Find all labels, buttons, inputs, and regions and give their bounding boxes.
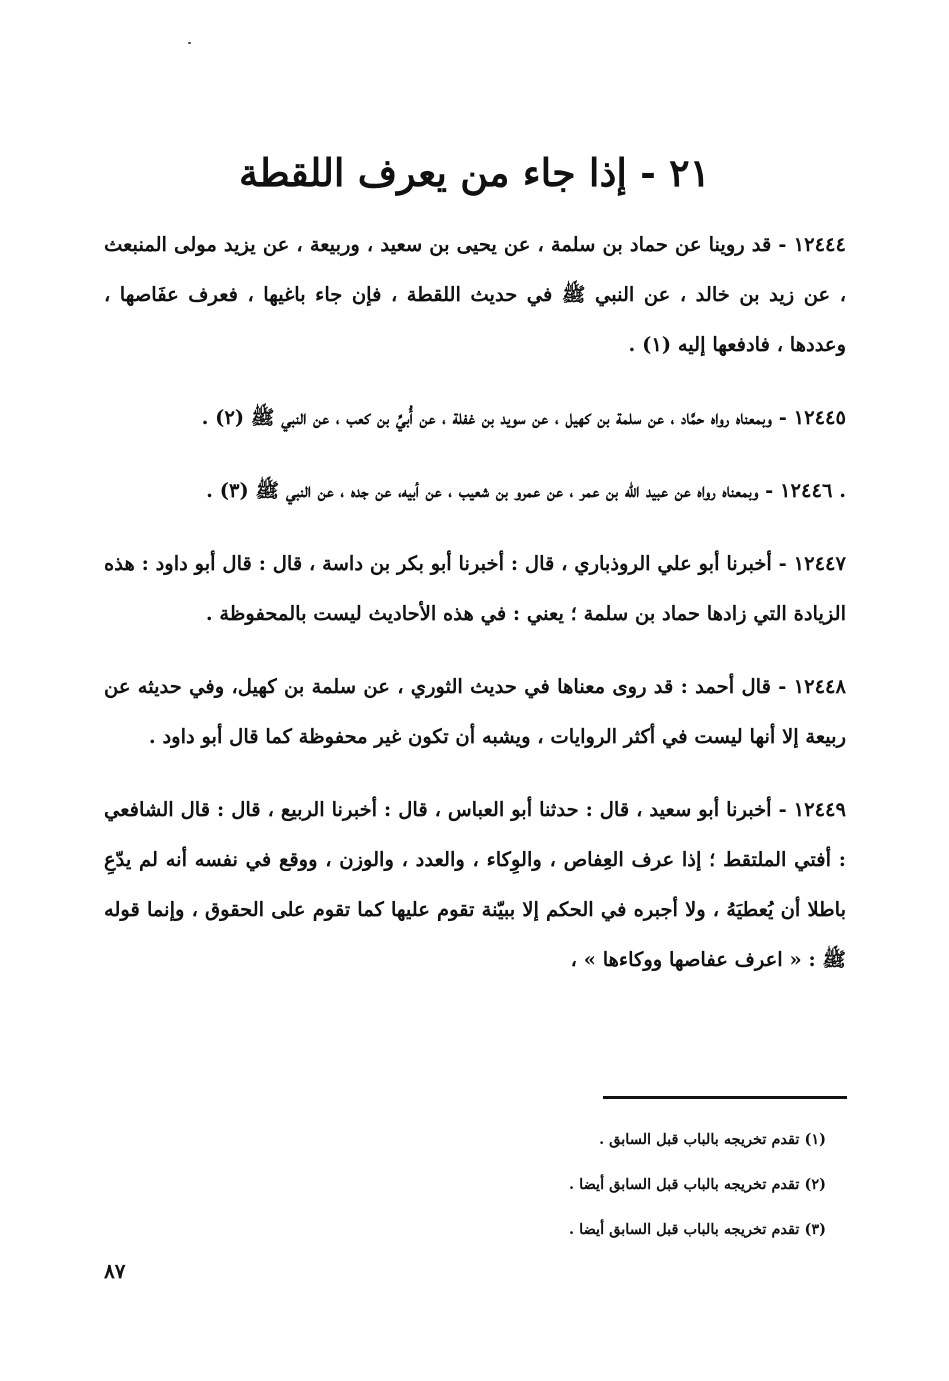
footnotes: [104, 1117, 826, 1252]
paragraph-12449: ١٢٤٤٩ - أخبرنا أبو سعيد ، قال : حدثنا أبو العباس ، قال : أخبرنا الربيع ، قال : قال الشافعي : أفتي الملتقط ؛ إذا عرف العِفاص ، والوِكاء ، والعدد ، والوزن ، ووقع في نفسه أنه لم يدّعِ باطلا أن يُعطيَهُ ، ولا أجبره في الحكم إلا ببيّنة تقوم عليها كما تقوم على الحقوق ، وإنما قوله ﷺ : « اعرف عفاصها ووكاءها » ،: [104, 798, 846, 971]
paragraph-12445: ١٢٤٤٥ - وبمعناه رواه حمَّاد ، عن سلمة بن كهيل ، عن سويد بن غفلة ، عن أُبيِّ بن كعب ، عن النبي ﷺ (٢) .: [201, 406, 846, 429]
paragraph-12447: ١٢٤٤٧ - أخبرنا أبو علي الروذباري ، قال : أخبرنا أبو بكر بن داسة ، قال : قال أبو داود : هذه الزيادة التي زادها حماد بن سلمة ؛ يعني : في هذه الأحاديث ليست بالمحفوظة .: [104, 552, 846, 625]
footnote-1: (١) تقدم تخريجه بالباب قبل السابق .: [599, 1131, 826, 1148]
scan-speck: [188, 42, 191, 44]
footnote-divider: [603, 1096, 847, 1099]
chapter-title: ٢١ - إذا جاء من يعرف اللقطة: [239, 150, 710, 195]
paragraph-12448: ١٢٤٤٨ - قال أحمد : قد روى معناها في حديث الثوري ، عن سلمة بن كهيل، وفي حديثه عن ربيعة إلا أنها ليست في أكثر الروايات ، ويشبه أن تكون غير محفوظة كما قال أبو داود .: [104, 675, 846, 748]
paragraph-12446: . ١٢٤٤٦ - وبمعناه رواه عن عبيد الله بن عمر ، عن عمرو بن شعيب ، عن أبيه، عن جده ، عن النبي ﷺ (٣) .: [206, 479, 846, 502]
footnote-2: (٢) تقدم تخريجه بالباب قبل السابق أيضا .: [568, 1176, 826, 1193]
body-text: [104, 220, 846, 1008]
page-number: ٨٧: [104, 1259, 126, 1283]
footnote-3: (٣) تقدم تخريجه بالباب قبل السابق أيضا .: [568, 1221, 826, 1238]
paragraph-12444: ١٢٤٤٤ - قد روينا عن حماد بن سلمة ، عن يحيى بن سعيد ، وربيعة ، عن يزيد مولى المنبعث ، عن زيد بن خالد ، عن النبي ﷺ في حديث اللقطة ، فإن جاء باغيها ، فعرف عفَاصها ، وعددها ، فادفعها إليه (١) .: [104, 233, 846, 356]
